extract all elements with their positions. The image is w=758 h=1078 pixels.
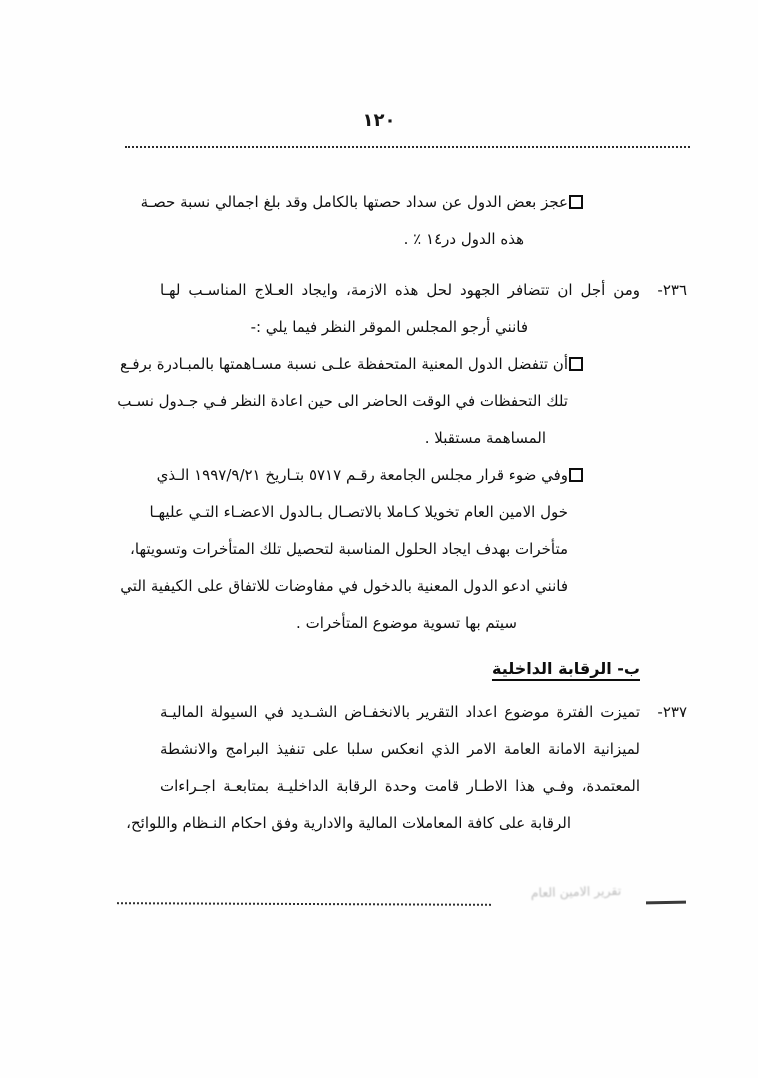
text-line: الرقابة على كافة المعاملات المالية والادارية وفق احكام النـظام واللوائح، (126, 814, 571, 832)
text-line: المعتمدة، وفـي هذا الاطـار قامت وحدة الرقابة الداخليـة بمتابعـة اجـراءات (160, 777, 640, 795)
ink-bleed-ghost-text: تقرير الامين العام (530, 882, 622, 901)
text-line: لميزانية الامانة العامة الامر الذي انعكس سلبا على تنفيذ البرامج والانشطة (160, 740, 640, 758)
square-bullet-icon (569, 468, 583, 482)
text-line: فانني ادعو الدول المعنية بالدخول في مفاوضات للاتفاق على الكيفية التي (120, 577, 568, 595)
paragraph-number: ٢٣٧- (657, 703, 687, 721)
text-line: خول الامين العام تخويلا كـاملا بالاتصـال بـالدول الاعضـاء التـي عليهـا (149, 503, 568, 521)
text-line: تلك التحفظات في الوقت الحاضر الى حين اعادة النظر فـي جـدول نسـب (117, 392, 568, 410)
bullet-paragraph (120, 457, 690, 642)
numbered-paragraph (126, 694, 690, 842)
text-line: هذه الدول در١٤ ٪ . (403, 230, 524, 248)
square-bullet-icon (569, 357, 583, 371)
bullet-paragraph (140, 184, 690, 258)
footer-dash-mark (646, 901, 686, 905)
square-bullet-icon (569, 195, 583, 209)
text-line: المساهمة مستقبلا . (424, 429, 546, 447)
paragraph-number: ٢٣٦- (657, 281, 687, 299)
text-line: عجز بعض الدول عن سداد حصتها بالكامل وقد بلغ اجمالي نسبة حصـة (140, 193, 568, 211)
text-line: سيتم بها تسوية موضوع المتأخرات . (296, 614, 517, 632)
text-line: ومن أجل ان تتضافر الجهود لحل هذه الازمة، وايجاد العـلاج المناسـب لهـا (160, 281, 640, 299)
text-line: وفي ضوء قرار مجلس الجامعة رقـم ٥٧١٧ بتـاريخ ١٩٩٧/٩/٢١ الـذي (156, 466, 568, 484)
numbered-paragraph (160, 272, 690, 346)
page-content (117, 184, 690, 842)
bullet-paragraph (117, 346, 690, 457)
section-heading: ب- الرقابة الداخلية (491, 659, 640, 678)
header-divider-rule (125, 146, 690, 148)
text-line: أن تتفضل الدول المعنية المتحفظة علـى نسبة مسـاهمتها بالمبـادرة برفـع (120, 355, 568, 373)
text-line: فانني أرجو المجلس الموقر النظر فيما يلي :- (250, 318, 528, 336)
text-line: تميزت الفترة موضوع اعداد التقرير بالانخفـاض الشـديد في السيولة الماليـة (160, 703, 640, 721)
text-line: متأخرات بهدف ايجاد الحلول المناسبة لتحصيل تلك المتأخرات وتسويتها، (130, 540, 568, 558)
footer-divider-rule (117, 902, 491, 906)
page-number: ١٢٠ (362, 110, 396, 131)
